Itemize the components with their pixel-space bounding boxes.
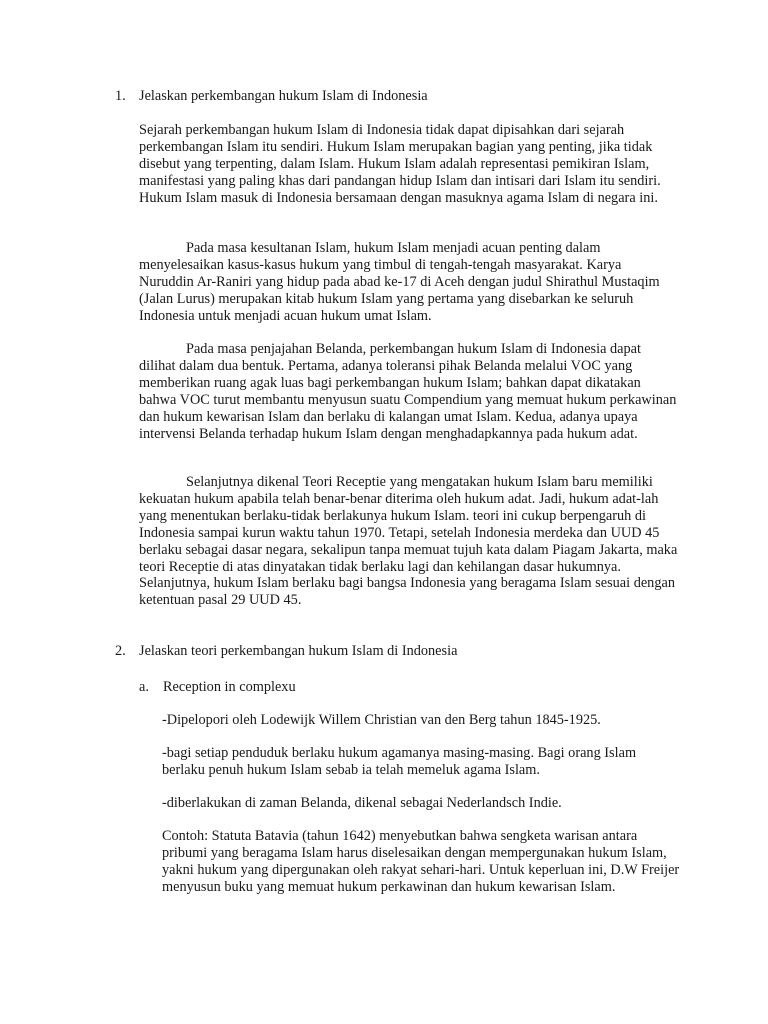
q1-paragraph-4: Selanjutnya dikenal Teori Receptie yang mengatakan hukum Islam baru memiliki kekuatan hukum apabila telah benar-benar diterima oleh hukum adat. Jadi, hukum adat-lah yang menentukan berlaku-tidak berlakunya hukum Islam. teori ini cukup berpengaruh di Indonesia sampai kurun waktu tahun 1970. Tetapi, setelah Indonesia merdeka dan UUD 45 berlaku sebagai dasar negara, sekalipun tanpa memuat tujuh kata dalam Piagam Jakarta, maka teori Receptie di atas dinyatakan tidak berlaku lagi dan kehilangan dasar hukumnya. Selanjutnya, hukum Islam berlaku bagi bangsa Indonesia yang beragama Islam sesuai dengan ketentuan pasal 29 UUD 45. <box>139 474 678 609</box>
q1-paragraph-3: Pada masa penjajahan Belanda, perkembangan hukum Islam di Indonesia dapat dilihat dalam dua bentuk. Pertama, adanya toleransi pihak Belanda melalui VOC yang memberikan ruang agak luas bagi perkembangan hukum Islam; bahkan dapat dikatakan bahwa VOC turut membantu menyusun suatu Compendium yang memuat hukum perkawinan dan hukum kewarisan Islam dan berlaku di kalangan umat Islam. Kedua, adanya upaya intervensi Belanda terhadap hukum Islam dengan menghadapkannya pada hukum adat. <box>139 341 677 442</box>
sub-a-point-3: -diberlakukan di zaman Belanda, dikenal sebagai Nederlandsch Indie. <box>162 795 562 811</box>
question-1-text: Jelaskan perkembangan hukum Islam di Indonesia <box>139 88 428 104</box>
sub-item-a <box>139 679 296 696</box>
sub-item-a-title: Reception in complexu <box>163 679 296 695</box>
question-1 <box>115 88 428 105</box>
q1-paragraph-1: Sejarah perkembangan hukum Islam di Indonesia tidak dapat dipisahkan dari sejarah perkembangan Islam itu sendiri. Hukum Islam merupakan bagian yang penting, jika tidak disebut yang terpenting, dalam Islam. Hukum Islam adalah representasi pemikiran Islam, manifestasi yang paling khas dari pandangan hidup Islam dan intisari dari Islam itu sendiri. Hukum Islam masuk di Indonesia bersamaan dengan masuknya agama Islam di negara ini. <box>139 122 661 206</box>
question-1-number: 1. <box>115 88 126 104</box>
question-2-number: 2. <box>115 643 126 659</box>
q1-paragraph-2: Pada masa kesultanan Islam, hukum Islam menjadi acuan penting dalam menyelesaikan kasus-kasus hukum yang timbul di tengah-tengah masyarakat. Karya Nuruddin Ar-Raniri yang hidup pada abad ke-17 di Aceh dengan judul Shirathul Mustaqim (Jalan Lurus) merupakan kitab hukum Islam yang pertama yang disebarkan ke seluruh Indonesia untuk menjadi acuan hukum umat Islam. <box>139 240 660 324</box>
question-2-text: Jelaskan teori perkembangan hukum Islam di Indonesia <box>139 643 458 659</box>
sub-a-point-2: -bagi setiap penduduk berlaku hukum agamanya masing-masing. Bagi orang Islam berlaku penuh hukum Islam sebab ia telah memeluk agama Islam. <box>162 745 637 778</box>
question-2 <box>115 643 457 660</box>
sub-a-example: Contoh: Statuta Batavia (tahun 1642) menyebutkan bahwa sengketa warisan antara pribumi yang beragama Islam harus diselesaikan dengan mempergunakan hukum Islam, yakni hukum yang dipergunakan oleh rakyat sehari-hari. Untuk keperluan ini, D.W Freijer menyusun buku yang memuat hukum perkawinan dan hukum kewarisan Islam. <box>162 828 680 895</box>
sub-item-a-letter: a. <box>139 679 149 695</box>
sub-a-point-1: -Dipelopori oleh Lodewijk Willem Christian van den Berg tahun 1845-1925. <box>162 712 601 728</box>
